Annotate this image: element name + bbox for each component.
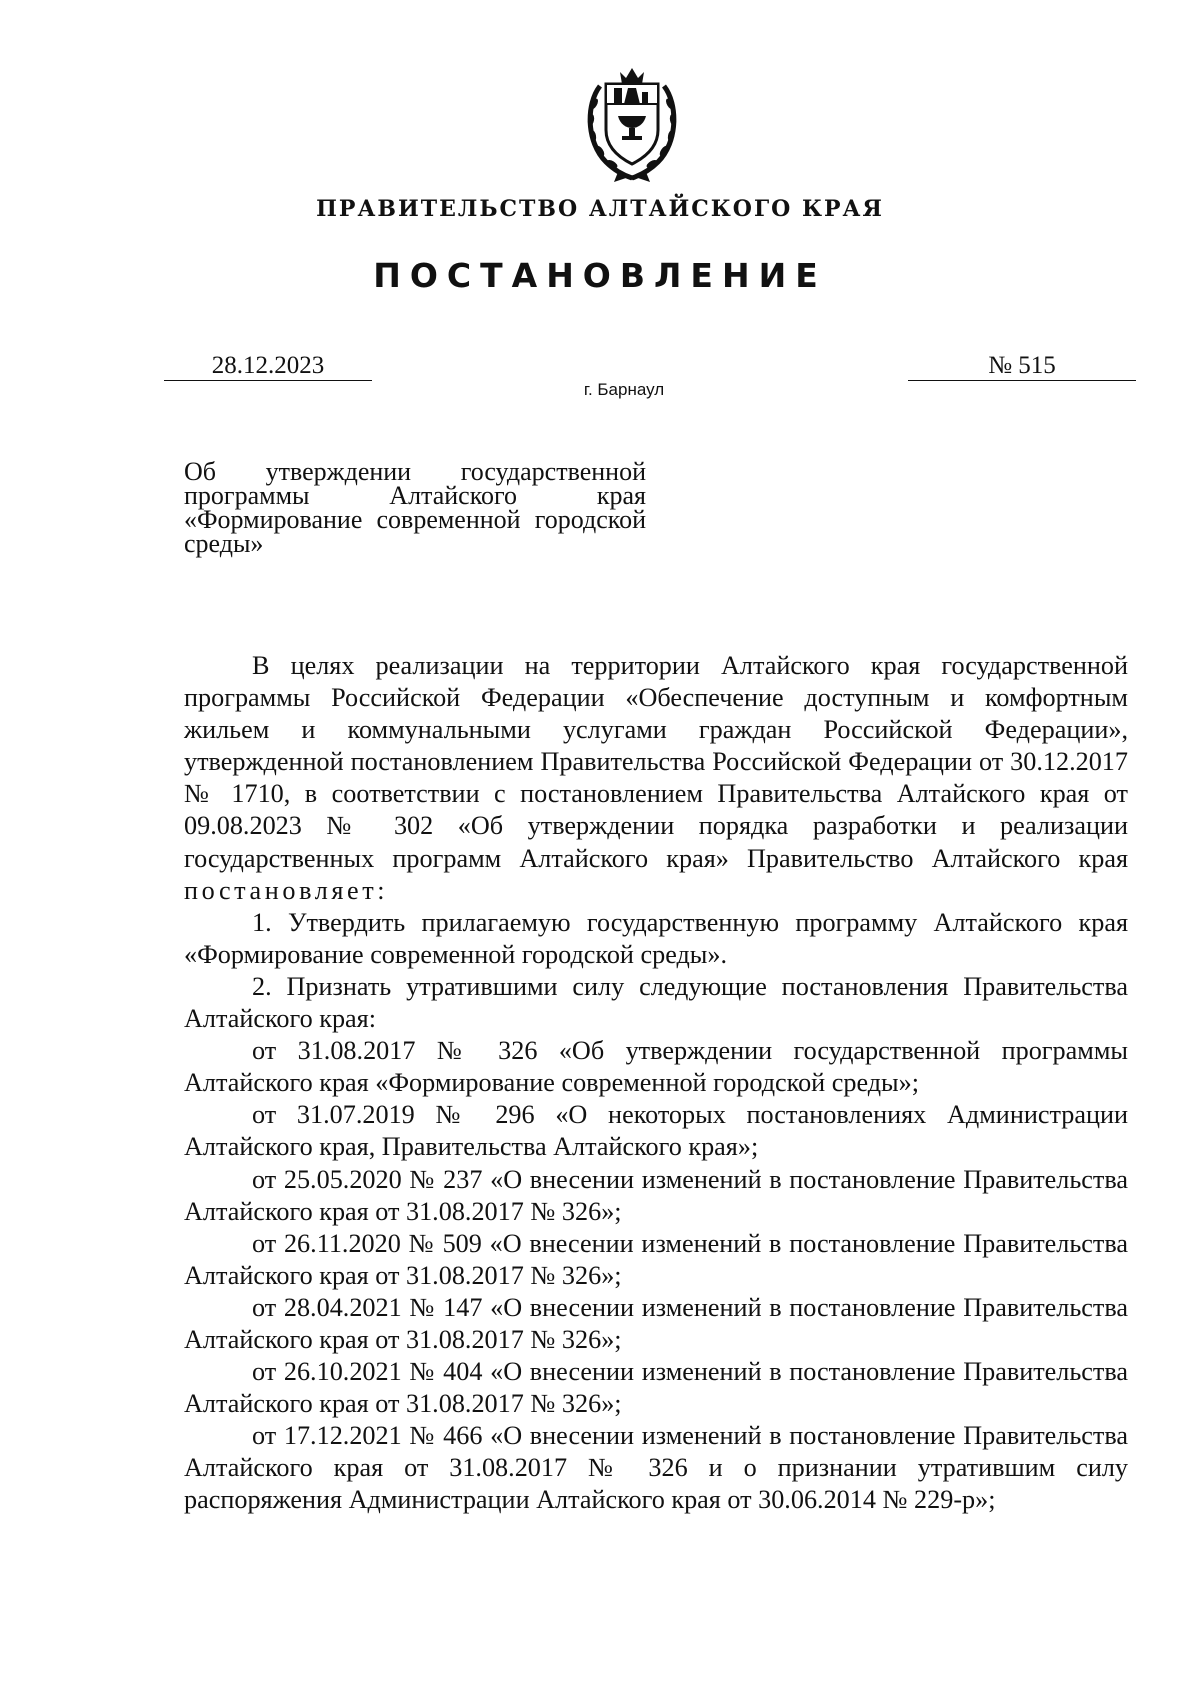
resolves-word: постановляет: [184,875,389,905]
body-paragraph: от 25.05.2020 № 237 «О внесении изменений в постановление Правительства Алтайского края от 31.08.2017 № 326»; [184,1164,1128,1226]
body-paragraph-text: В целях реализации на территории Алтайского края государственной программы Российской Федерации «Обеспечение доступным и комфортным жильем и коммунальными услугами граждан Российской Федерации», утвержденной постановлением Правительства Российской Федерации от 30.12.2017 № 1710, в соответствии с постановлением Правительства Алтайского края от 09.08.2023 № 302 «Об утверждении порядка разработки и реализации государственных программ Алтайского края» Правительство Алтайского края [184,651,1128,873]
document-city: г. Барнаул [583,380,665,399]
body-paragraph: 2. Признать утратившими силу следующие постановления Правительства Алтайского края: [184,971,1128,1034]
document-subject: Об утверждении государственной программы Алтайского края «Формирование современной городской среды» [184,457,646,558]
document-number: № 515 [908,351,1136,381]
body-paragraph [184,650,1128,907]
document-date: 28.12.2023 [164,351,372,381]
body-paragraph: 1. Утвердить прилагаемую государственную программу Алтайского края «Формирование современной городской среды». [184,907,1128,969]
government-name: ПРАВИТЕЛЬСТВО АЛТАЙСКОГО КРАЯ [316,196,884,222]
body-paragraph: от 17.12.2021 № 466 «О внесении изменений в постановление Правительства Алтайского края от 31.08.2017 № 326 и о признании утратившим силу распоряжения Администрации Алтайского края от 30.06.2014 № 229-р»; [184,1421,1128,1515]
body-paragraph: от 26.11.2020 № 509 «О внесении изменений в постановление Правительства Алтайского края от 31.08.2017 № 326»; [184,1228,1128,1290]
coat-of-arms-icon [580,64,684,184]
body-paragraph: от 26.10.2021 № 404 «О внесении изменений в постановление Правительства Алтайского края от 31.08.2017 № 326»; [184,1357,1128,1419]
body-paragraph: от 28.04.2021 № 147 «О внесении изменений в постановление Правительства Алтайского края от 31.08.2017 № 326»; [184,1292,1128,1354]
body-paragraph: от 31.07.2019 № 296 «О некоторых постановлениях Администрации Алтайского края, Правительства Алтайского края»; [184,1100,1128,1162]
document-body [184,650,1128,1517]
document-type: ПОСТАНОВЛЕНИЕ [373,256,827,295]
body-paragraph: от 31.08.2017 № 326 «Об утверждении государственной программы Алтайского края «Формирование современной городской среды»; [184,1036,1128,1098]
